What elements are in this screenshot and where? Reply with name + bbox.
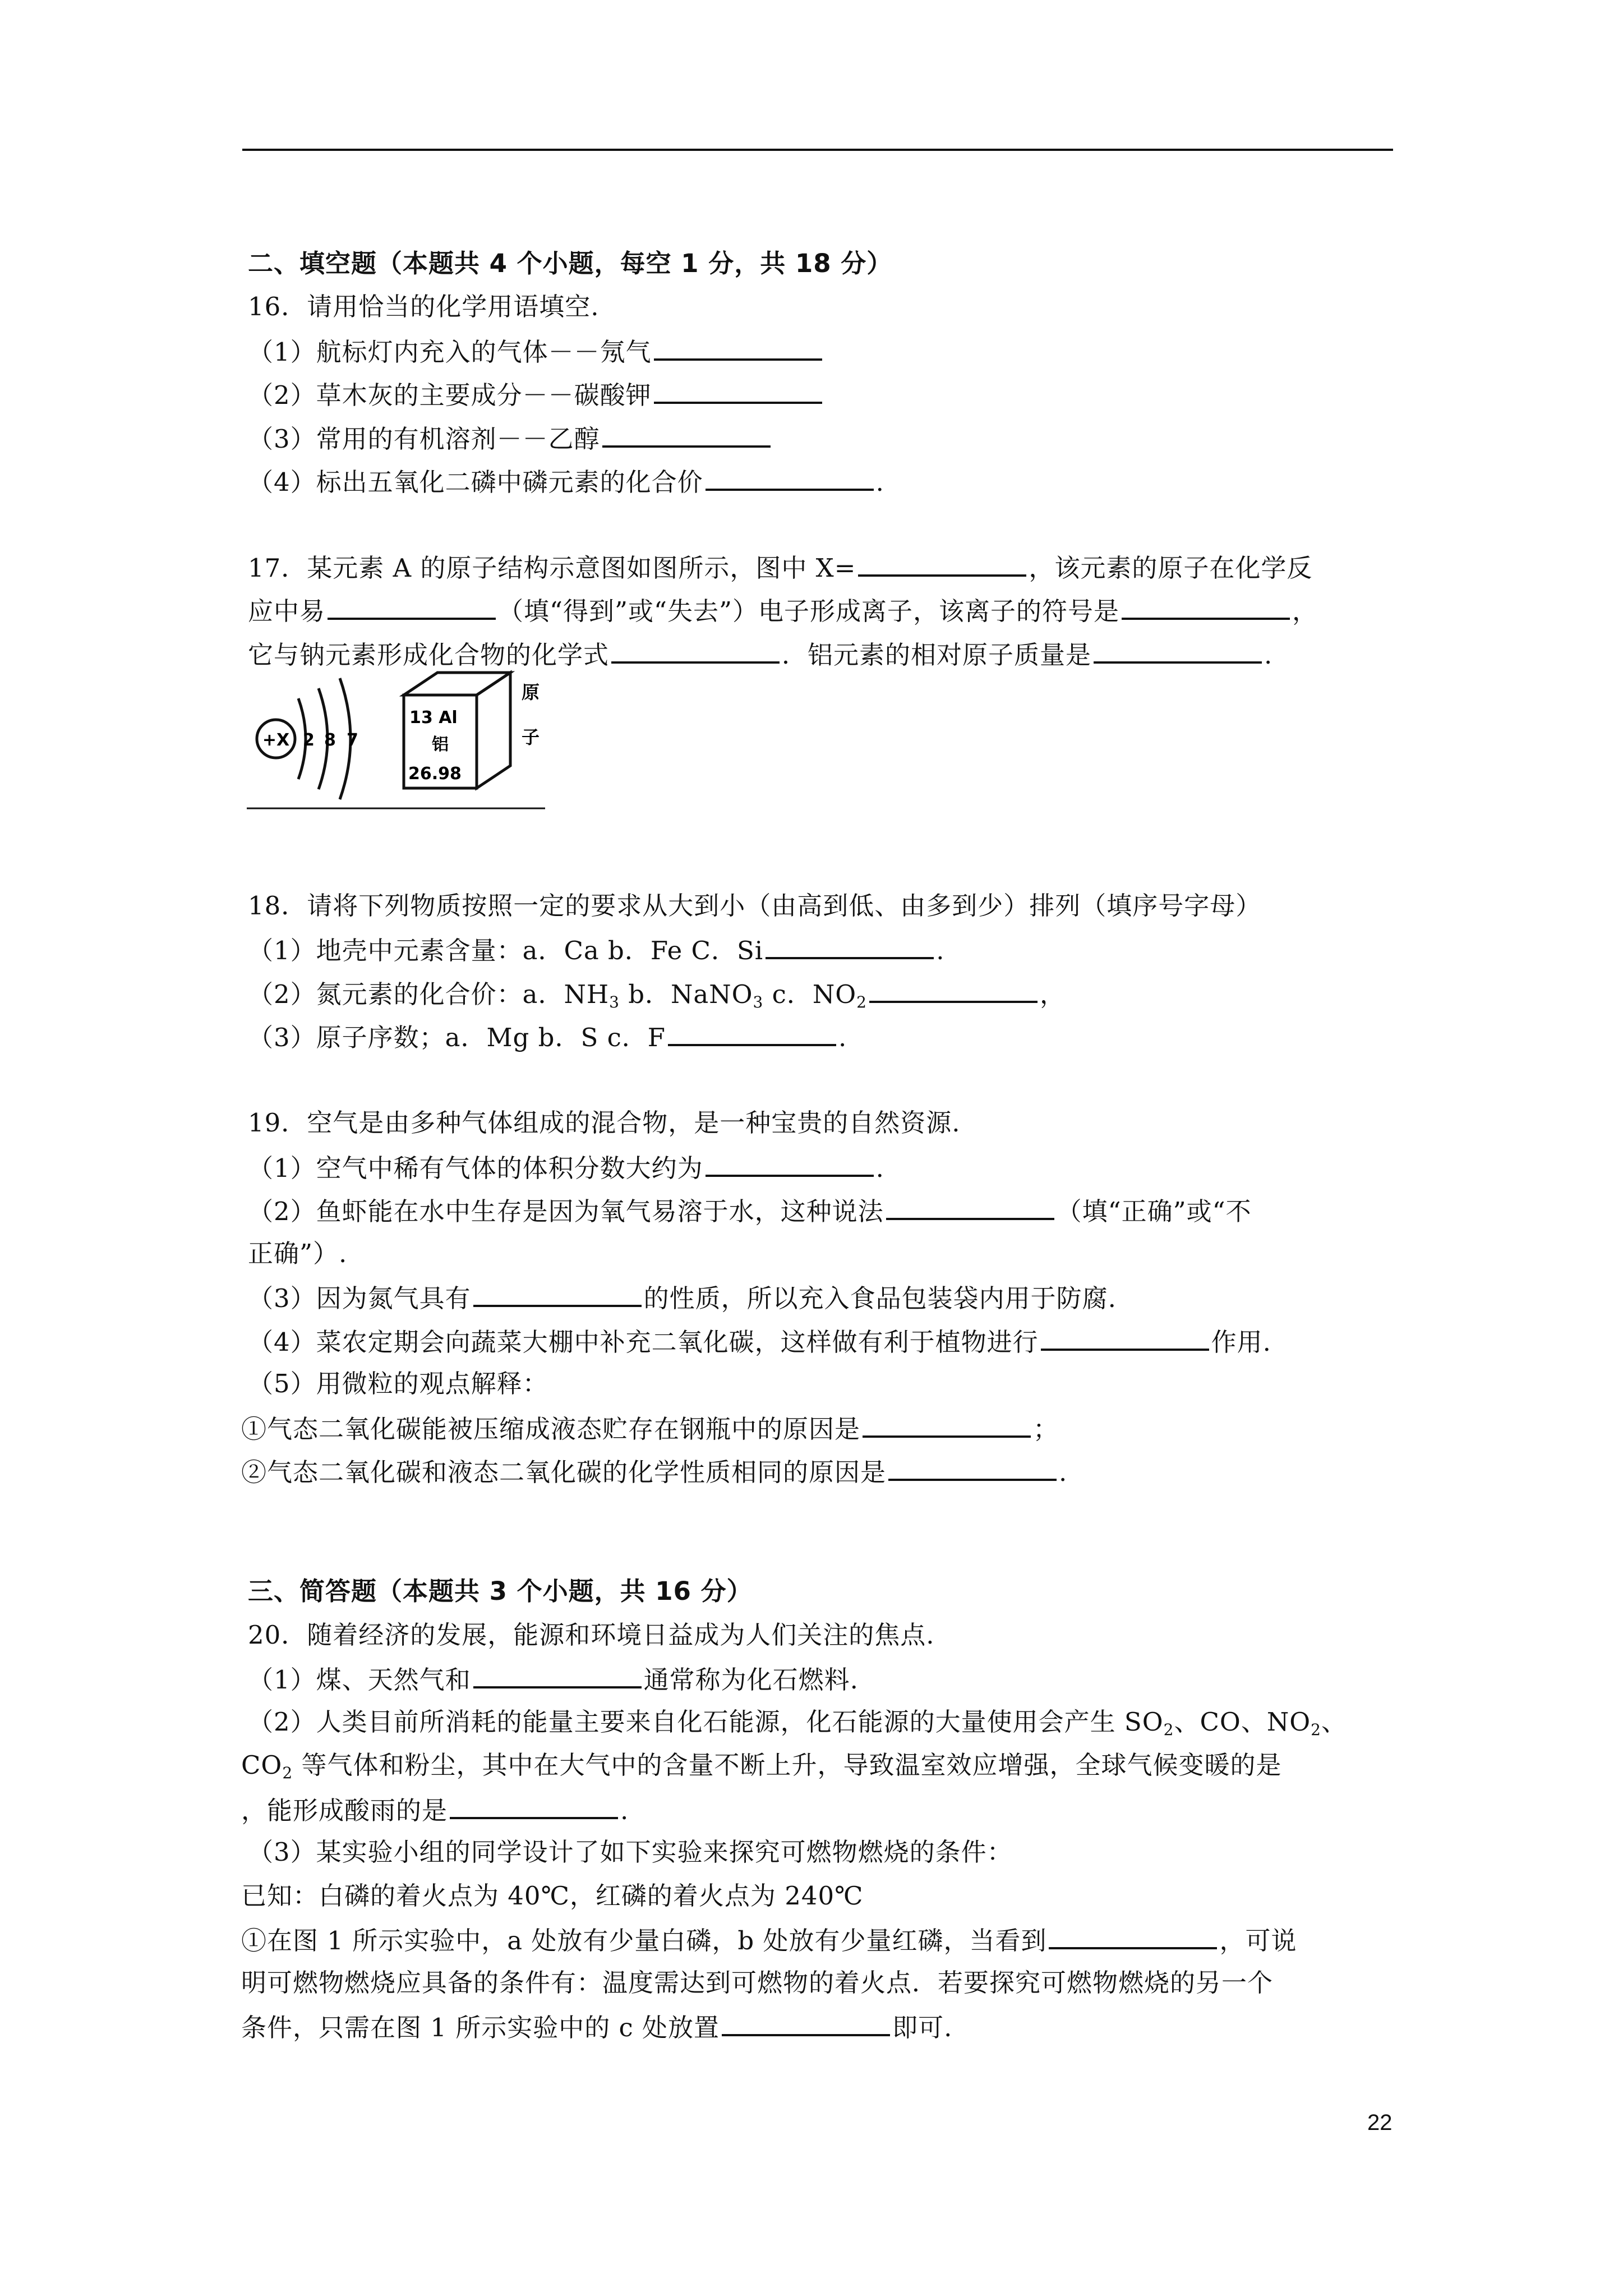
q17-line-1: 17．某元素 A 的原子结构示意图如图所示，图中 X= ，该元素的原子在化学反 xyxy=(248,550,1312,585)
q20-stem: 20．随着经济的发展，能源和环境日益成为人们关注的焦点. xyxy=(248,1620,935,1650)
answer-blank[interactable] xyxy=(1094,637,1262,664)
q17-line-2: 应中易 （填“得到”或“失去”）电子形成离子，该离子的符号是 ， xyxy=(248,593,1318,628)
q20-part-3-1: ①在图 1 所示实验中，a 处放有少量白磷，b 处放有少量红磷，当看到 ，可说 xyxy=(241,1922,1297,1958)
q17-line-3: 它与钠元素形成化合物的化学式 ．铝元素的相对原子质量是 . xyxy=(248,637,1272,672)
q18-stem: 18．请将下列物质按照一定的要求从大到小（由高到低、由多到少）排列（填序号字母） xyxy=(248,891,1262,921)
answer-blank[interactable] xyxy=(706,1150,874,1177)
q16-part-1: （1）航标灯内充入的气体－－氖气 xyxy=(248,334,824,369)
section-2-title: 二、填空题（本题共 4 个小题，每空 1 分，共 18 分） xyxy=(248,249,893,278)
answer-blank[interactable] xyxy=(766,932,934,959)
answer-blank[interactable] xyxy=(611,637,780,664)
element-box-side xyxy=(477,673,510,788)
answer-blank[interactable] xyxy=(722,2009,890,2036)
q20-part-3: （3）某实验小组的同学设计了如下实验来探究可燃物燃烧的条件： xyxy=(248,1837,1013,1867)
q18-part-3: （3）原子序数；a．Mg b．S c．F . xyxy=(248,1019,847,1055)
shell-count-3: 7 xyxy=(347,730,358,750)
q18-part-2: （2）氮元素的化合价：a．$NH_3$ b．NaNO$_3$ c．$NO_2$ ， xyxy=(248,976,1066,1019)
answer-blank[interactable] xyxy=(328,593,496,620)
answer-blank[interactable] xyxy=(1122,593,1290,620)
q19-part-2: （2）鱼虾能在水中生存是因为氧气易溶于水，这种说法 （填“正确”或“不 xyxy=(248,1193,1252,1228)
q19-stem: 19．空气是由多种气体组成的混合物，是一种宝贵的自然资源. xyxy=(248,1108,961,1138)
q19-part-3: （3）因为氮气具有 的性质，所以充入食品包装袋内用于防腐. xyxy=(248,1280,1117,1315)
answer-blank[interactable] xyxy=(654,377,822,404)
q19-part-4: （4）菜农定期会向蔬菜大棚中补充二氧化碳，这样做有利于植物进行 作用. xyxy=(248,1324,1271,1359)
q20-part-2-cont: $CO_2$ 等气体和粉尘，其中在大气中的含量不断上升，导致温室效应增强，全球气候变暖的是 xyxy=(241,1750,1282,1782)
atomic-structure-figure xyxy=(247,665,550,811)
q19-part-2-cont: 正确”）. xyxy=(248,1239,348,1268)
shell-count-1: 2 xyxy=(303,730,315,750)
q16-part-4: （4）标出五氧化二磷中磷元素的化合价 . xyxy=(248,464,884,499)
side-label-1: 原 xyxy=(522,682,540,703)
answer-blank[interactable] xyxy=(858,550,1026,577)
header-rule xyxy=(242,149,1393,151)
answer-blank[interactable] xyxy=(888,1454,1057,1481)
q20-known: 已知：白磷的着火点为 40℃，红磷的着火点为 240℃ xyxy=(241,1881,864,1911)
page-number: 22 xyxy=(1367,2110,1393,2135)
answer-blank[interactable] xyxy=(668,1019,836,1046)
q20-part-3-1-end: 条件，只需在图 1 所示实验中的 c 处放置 即可. xyxy=(241,2009,952,2045)
answer-blank[interactable] xyxy=(602,421,771,448)
answer-blank[interactable] xyxy=(886,1193,1054,1220)
answer-blank[interactable] xyxy=(706,464,874,491)
q20-part-2-end: ，能形成酸雨的是 . xyxy=(241,1792,629,1828)
answer-blank[interactable] xyxy=(473,1662,642,1688)
q19-part-5-1: ①气态二氧化碳能被压缩成液态贮存在钢瓶中的原因是 ； xyxy=(241,1411,1059,1446)
answer-blank[interactable] xyxy=(1049,1922,1217,1949)
q18-part-1: （1）地壳中元素含量：a．Ca b．Fe C．Si . xyxy=(248,932,945,968)
answer-blank[interactable] xyxy=(450,1792,618,1819)
element-number-symbol: 13 Al xyxy=(409,708,458,728)
q20-part-1: （1）煤、天然气和 通常称为化石燃料. xyxy=(248,1662,859,1697)
q19-part-5: （5）用微粒的观点解释： xyxy=(248,1369,548,1398)
nucleus-label: +X xyxy=(262,730,290,750)
answer-blank[interactable] xyxy=(1041,1324,1209,1351)
answer-blank[interactable] xyxy=(869,976,1038,1003)
q20-part-3-1-cont: 明可燃物燃烧应具备的条件有：温度需达到可燃物的着火点．若要探究可燃物燃烧的另一个 xyxy=(241,1968,1274,1998)
q20-part-2: （2）人类目前所消耗的能量主要来自化石能源，化石能源的大量使用会产生 $SO_2$、CO、$NO_2$、 xyxy=(248,1707,1347,1739)
q16-part-3: （3）常用的有机溶剂－－乙醇 xyxy=(248,421,773,456)
element-name: 铝 xyxy=(432,735,449,754)
element-mass: 26.98 xyxy=(408,764,462,784)
shell-count-2: 8 xyxy=(324,730,336,750)
q16-stem: 16．请用恰当的化学用语填空. xyxy=(248,292,600,321)
q16-part-2: （2）草木灰的主要成分－－碳酸钾 xyxy=(248,377,824,412)
answer-blank[interactable] xyxy=(654,334,822,361)
q19-part-5-2: ②气态二氧化碳和液态二氧化碳的化学性质相同的原因是 . xyxy=(241,1454,1067,1489)
section-3-title: 三、简答题（本题共 3 个小题，共 16 分） xyxy=(248,1576,753,1606)
answer-blank[interactable] xyxy=(863,1411,1031,1438)
q19-part-1: （1）空气中稀有气体的体积分数大约为 . xyxy=(248,1150,884,1185)
side-label-2: 子 xyxy=(522,726,540,748)
answer-blank[interactable] xyxy=(473,1280,642,1307)
